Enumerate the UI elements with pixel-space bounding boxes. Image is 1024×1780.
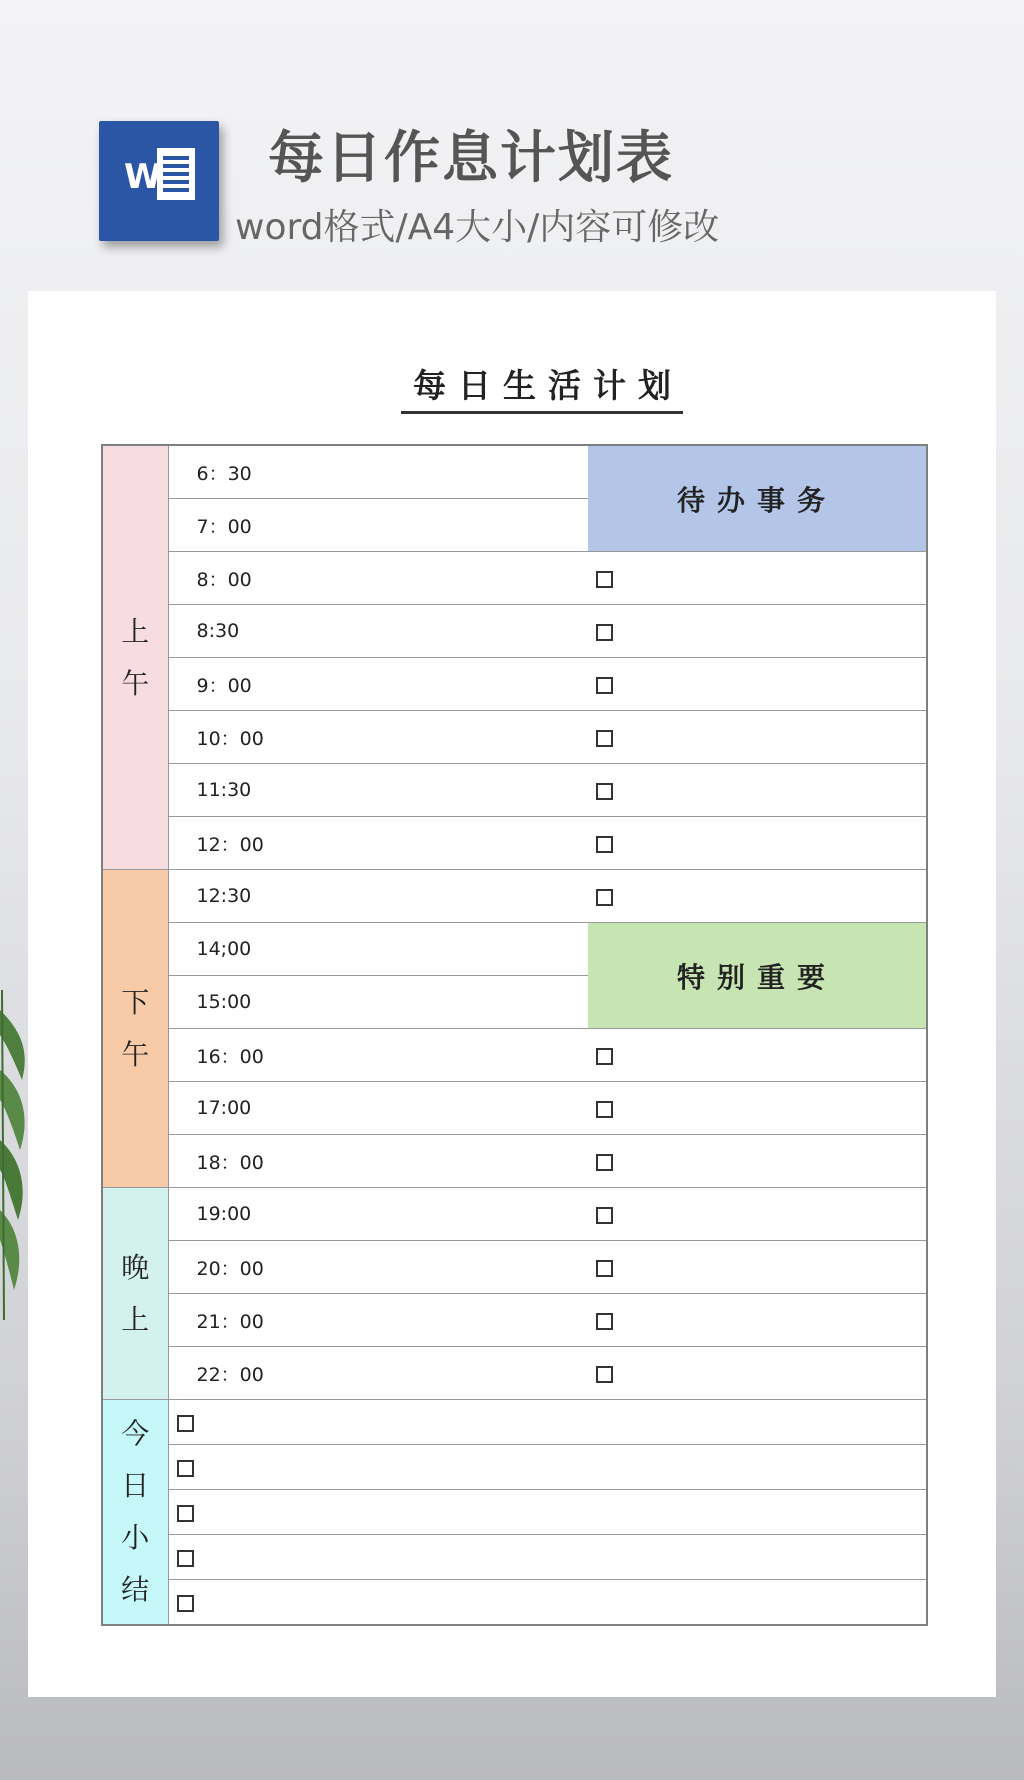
document-title: 每日生活计划 [401,363,683,414]
summary-row [102,1490,927,1535]
time-row [102,552,927,605]
checkbox-icon[interactable] [596,1260,613,1277]
time-row [102,1188,927,1241]
document-icon [157,148,195,200]
task-cell [588,1347,927,1400]
summary-row [102,1400,927,1445]
summary-row [102,1580,927,1626]
checkbox-icon[interactable] [596,1154,613,1171]
time-label: 8：00 [168,552,588,605]
daily-plan-table [101,444,928,1626]
time-label: 11:30 [168,764,588,817]
time-label: 12:30 [168,870,588,923]
time-label: 12：00 [168,817,588,870]
time-row [102,817,927,870]
time-row [102,1135,927,1188]
word-letter: W [124,157,162,197]
time-label: 21：00 [168,1294,588,1347]
summary-row [102,1535,927,1580]
task-cell [588,1082,927,1135]
time-label: 14;00 [168,923,588,976]
summary-row [102,1445,927,1490]
time-row [102,711,927,764]
checkbox-icon[interactable] [177,1415,194,1432]
time-label: 19:00 [168,1188,588,1241]
task-cell [588,1241,927,1294]
task-cell [588,658,927,711]
time-row [102,1294,927,1347]
task-cell [588,1135,927,1188]
time-row [102,764,927,817]
checkbox-icon[interactable] [596,730,613,747]
summary-cell [168,1400,927,1445]
word-logo [99,121,219,241]
checkbox-icon[interactable] [596,889,613,906]
time-row [102,870,927,923]
task-cell [588,1294,927,1347]
time-row [102,1347,927,1400]
time-row [102,658,927,711]
task-cell [588,552,927,605]
checkbox-icon[interactable] [596,1101,613,1118]
paper-sheet [28,291,996,1697]
summary-cell [168,1490,927,1535]
summary-cell [168,1580,927,1626]
checkbox-icon[interactable] [596,836,613,853]
checkbox-icon[interactable] [177,1550,194,1567]
section-morning: 上 午 [102,445,168,870]
task-cell [588,764,927,817]
time-label: 7：00 [168,499,588,552]
task-cell [588,711,927,764]
checkbox-icon[interactable] [596,783,613,800]
checkbox-icon[interactable] [177,1460,194,1477]
time-row [102,1082,927,1135]
time-label: 10：00 [168,711,588,764]
checkbox-icon[interactable] [596,677,613,694]
section-summary: 今 日 小 结 [102,1400,168,1626]
task-cell [588,870,927,923]
document-title-wrap [128,363,956,415]
checkbox-icon[interactable] [177,1595,194,1612]
checkbox-icon[interactable] [596,624,613,641]
header-title: 每日作息计划表 [268,126,674,191]
task-cell [588,605,927,658]
checkbox-icon[interactable] [177,1505,194,1522]
time-label: 15:00 [168,976,588,1029]
todo-header: 待办事务 [588,445,927,552]
time-label: 9：00 [168,658,588,711]
time-row [102,923,927,976]
checkbox-icon[interactable] [596,571,613,588]
task-cell [588,1029,927,1082]
time-row [102,1241,927,1294]
section-evening: 晚 上 [102,1188,168,1400]
time-label: 20：00 [168,1241,588,1294]
checkbox-icon[interactable] [596,1366,613,1383]
summary-cell [168,1535,927,1580]
time-label: 17:00 [168,1082,588,1135]
section-afternoon: 下 午 [102,870,168,1188]
time-row [102,445,927,499]
time-row [102,1029,927,1082]
header-subtitle: word格式/A4大小/内容可修改 [235,207,720,248]
important-header: 特别重要 [588,923,927,1029]
time-label: 6：30 [168,445,588,499]
time-label: 8:30 [168,605,588,658]
summary-cell [168,1445,927,1490]
time-label: 16：00 [168,1029,588,1082]
time-label: 22：00 [168,1347,588,1400]
checkbox-icon[interactable] [596,1207,613,1224]
task-cell [588,1188,927,1241]
time-row [102,605,927,658]
checkbox-icon[interactable] [596,1313,613,1330]
time-label: 18：00 [168,1135,588,1188]
checkbox-icon[interactable] [596,1048,613,1065]
task-cell [588,817,927,870]
